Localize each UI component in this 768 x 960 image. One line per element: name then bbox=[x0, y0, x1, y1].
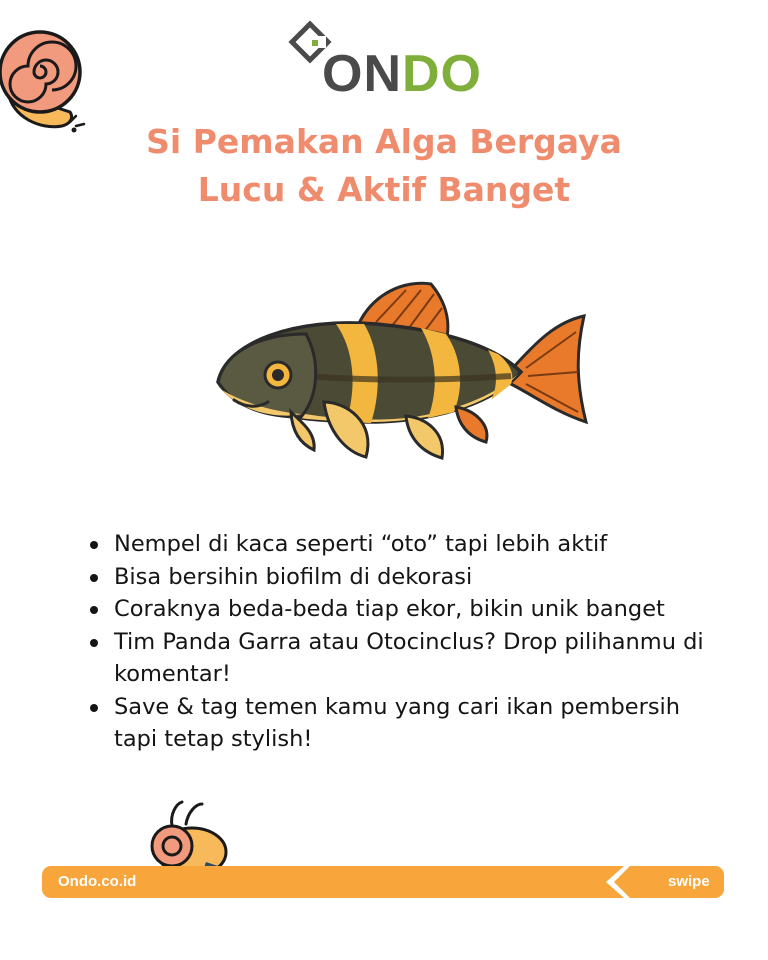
title-line-2: Lucu & Aktif Banget bbox=[197, 170, 571, 209]
fish-illustration bbox=[206, 272, 596, 468]
footer-site-link[interactable]: Ondo.co.id bbox=[58, 873, 137, 890]
list-item: Bisa bersihin biofilm di dekorasi bbox=[88, 561, 708, 594]
list-item: Nempel di kaca seperti “oto” tapi lebih aktif bbox=[88, 528, 708, 561]
chevron-left-icon bbox=[600, 862, 640, 902]
brand-wordmark bbox=[322, 45, 482, 103]
list-item: Coraknya beda-beda tiap ekor, bikin unik banget bbox=[88, 593, 708, 626]
brand-name-part1: ON bbox=[322, 45, 402, 103]
brand-logo bbox=[288, 20, 488, 103]
list-item: Tim Panda Garra atau Otocinclus? Drop pilihanmu di komentar! bbox=[88, 626, 708, 691]
list-item: Save & tag temen kamu yang cari ikan pembersih tapi tetap stylish! bbox=[88, 691, 708, 756]
snail-icon bbox=[142, 796, 232, 868]
page-title bbox=[0, 118, 768, 214]
title-line-1: Si Pemakan Alga Bergaya bbox=[146, 122, 622, 161]
feature-list bbox=[88, 528, 708, 756]
brand-name-part2: DO bbox=[402, 45, 482, 103]
swipe-label: swipe bbox=[668, 873, 710, 890]
